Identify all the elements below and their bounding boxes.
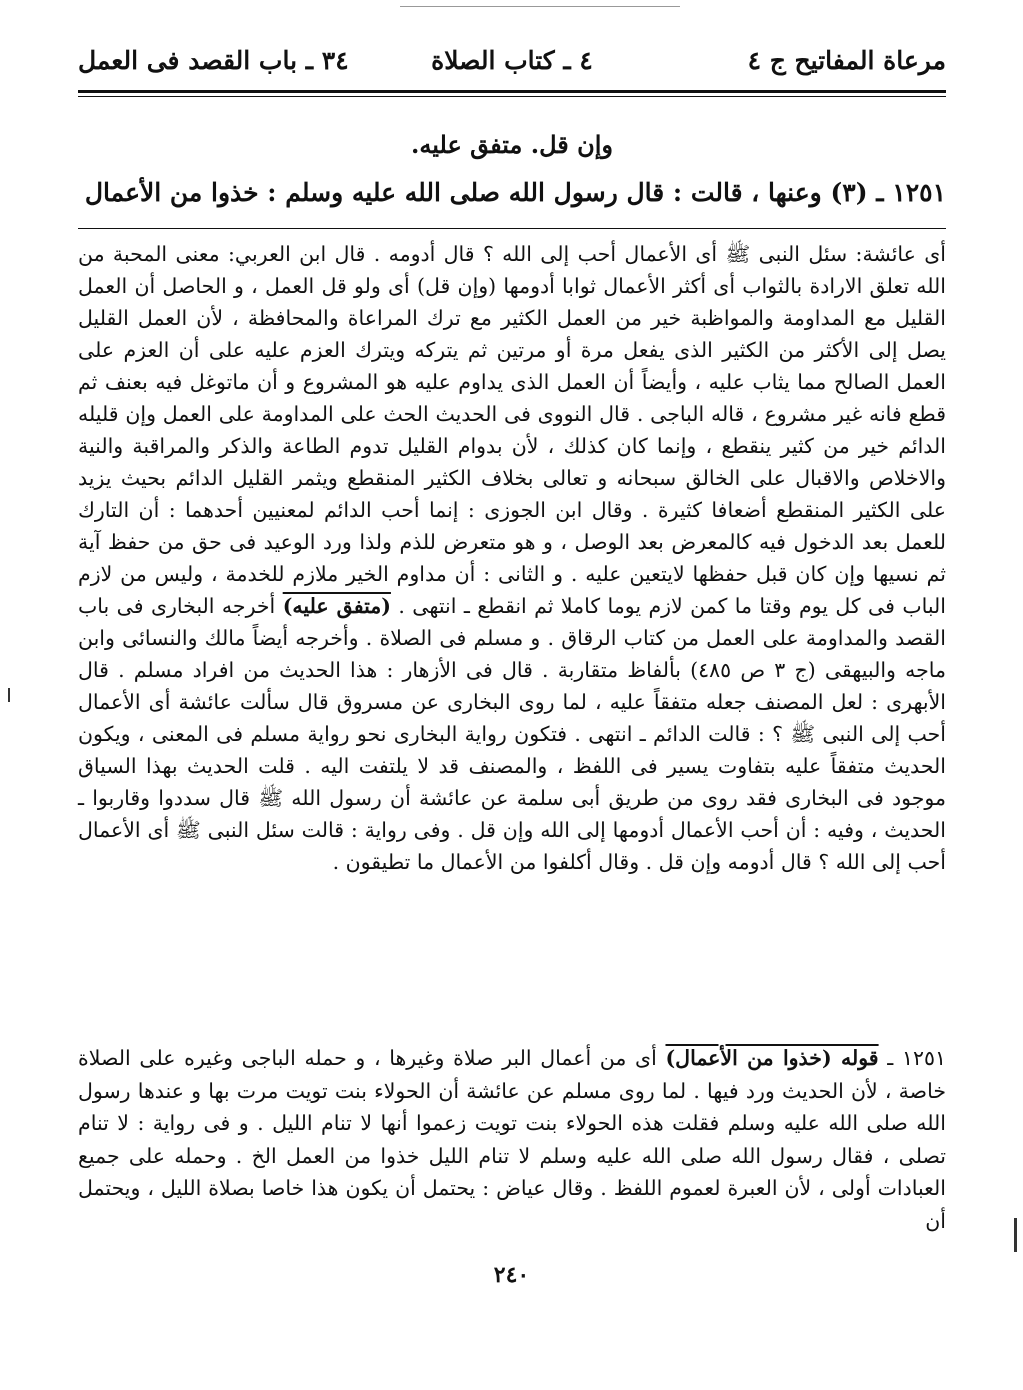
commentary-lemma: قوله (خذوا من الأعمال) — [665, 1046, 879, 1070]
header-book-title: مرعاة المفاتيح ج ٤ — [747, 46, 946, 75]
hadith-text: وعنها ، قالت : قال رسول الله صلى الله عليه وسلم : خذوا من الأعمال — [84, 178, 822, 207]
scan-edge-line — [400, 6, 680, 7]
text-commentary-divider — [78, 228, 946, 229]
commentary-paragraph: أخرجه البخارى فى باب القصد والمداومة على العمل من كتاب الرقاق . و مسلم فى الصلاة . وأخرجه أيضاً مالك والنسائى وابن ماجه والبيهقى (ج ٣ ص ٤٨٥) بألفاظ متقاربة . قال فى الأزهار : هذا الحديث من افراد مسلم . قال الأبهرى : لعل المصنف جعله متفقاً عليه ، لما روى البخارى عن مسروق قال سألت عائشة أى الأعمال أحب إلى النبى ﷺ ؟ : قالت الدائم ـ انتهى . فتكون رواية البخارى نحو رواية مسلم فى المعنى ، ويكون الحديث متفقاً عليه بتفاوت يسير فى اللفظ ، والمصنف قد لا يلتفت اليه . قلت الحديث بهذا السياق موجود فى البخارى فقد روى من طريق أبى سلمة عن عائشة أن رسول الله ﷺ قال سددوا وقاربوا ـ الحديث ، وفيه : أن أحب الأعمال أدومها إلى الله وإن قل . وفى رواية : قالت سئل النبى ﷺ أى الأعمال أحب إلى الله ؟ قال أدومه وإن قل . وقال أكلفوا من الأعمال ما تطيقون . — [78, 594, 947, 874]
scan-margin-mark — [1014, 1218, 1017, 1252]
header-rule-thin — [78, 96, 946, 97]
commentary-number: ١٢٥١ ـ — [887, 1046, 946, 1070]
hadith-number: ١٢٥١ ـ (٣) — [830, 178, 946, 207]
hadith-continuation: وإن قل. متفق عليه. — [411, 130, 613, 159]
commentary-paragraph: أى من أعمال البر صلاة وغيرها ، و حمله الباجى وغيره على الصلاة خاصة ، لأن الحديث ورد فيها . لما روى مسلم عن عائشة أن الحولاء بنت تويت مرت بها و عندها رسول الله صلى الله عليه وسلم فقلت هذه الحولاء بنت تويت زعموا أنها لا تنام الليل . و فى رواية : لا تنام تصلى ، فقال رسول الله صلى الله عليه وسلم لا تنام الليل خذوا من العمل الخ . وحمله على جميع العبادات أولى ، لأن العبرة لعموم اللفظ . وقال عياض : يحتمل أن يكون هذا خاصا بصلاة الليل ، ويحتمل أن — [78, 1046, 946, 1233]
commentary-lemma: (متفق عليه) — [282, 594, 391, 618]
header-rule — [78, 90, 946, 93]
page-number: ٢٤٠ — [493, 1262, 530, 1288]
running-header — [78, 40, 946, 84]
commentary-paragraph: أى عائشة: سئل النبى ﷺ أى الأعمال أحب إلى الله ؟ قال أدومه . قال ابن العربي: معنى المحبة من الله تعلق الارادة بالثواب أى أكثر الأعمال ثوابا أدومها (وإن قل) أى ولو قل العمل ، و الحاصل أن العمل القليل مع المداومة والمواظبة خير من العمل الكثير مع ترك المراعاة والمحافظة ، لأن العمل القليل يصل إلى الأكثر من الكثير الذى يفعل مرة أو مرتين ثم يتركه ويترك العزم عليه على أن العزم على العمل الصالح مما يثاب عليه ، وأيضاً أن العمل الذى يداوم عليه هو المشروع و أن ماتوغل فيه بعنف ثم قطع فانه غير مشروع ، قاله الباجى . قال النووى فى الحديث الحث على المداومة على العمل وإن قليله الدائم خير من كثير ينقطع ، وإنما كان كذلك ، لأن بدوام القليل تدوم الطاعة والذكر والمراقبة والنية والاخلاص والاقبال على الخالق سبحانه و تعالى بخلاف الكثير المنقطع ويثمر القليل الدائم بحيث يزيد على الكثير المنقطع أضعافا كثيرة . وقال ابن الجوزى : إنما أحب الدائم لمعنيين أحدهما : أن التارك للعمل بعد الدخول فيه كالمعرض بعد الوصل ، و هو متعرض للذم ولذا ورد الوعيد فى حق من حفظ آية ثم نسيها وإن كان قبل حفظها لايتعين عليه . و الثانى : أن مداوم الخير ملازم للخدمة ، وليس من لازم الباب فى كل يوم وقتا ما كمن لازم يوما كاملا ثم انقطع ـ انتهى . — [78, 242, 946, 618]
header-chapter-title: ٤ ـ كتاب الصلاة — [431, 46, 593, 75]
commentary-block-2 — [78, 1042, 946, 1237]
header-section-title: ٣٤ ـ باب القصد فى العمل — [78, 46, 349, 75]
scan-margin-mark — [8, 688, 10, 702]
hadith-text-line — [78, 178, 946, 207]
commentary-block — [78, 238, 946, 878]
